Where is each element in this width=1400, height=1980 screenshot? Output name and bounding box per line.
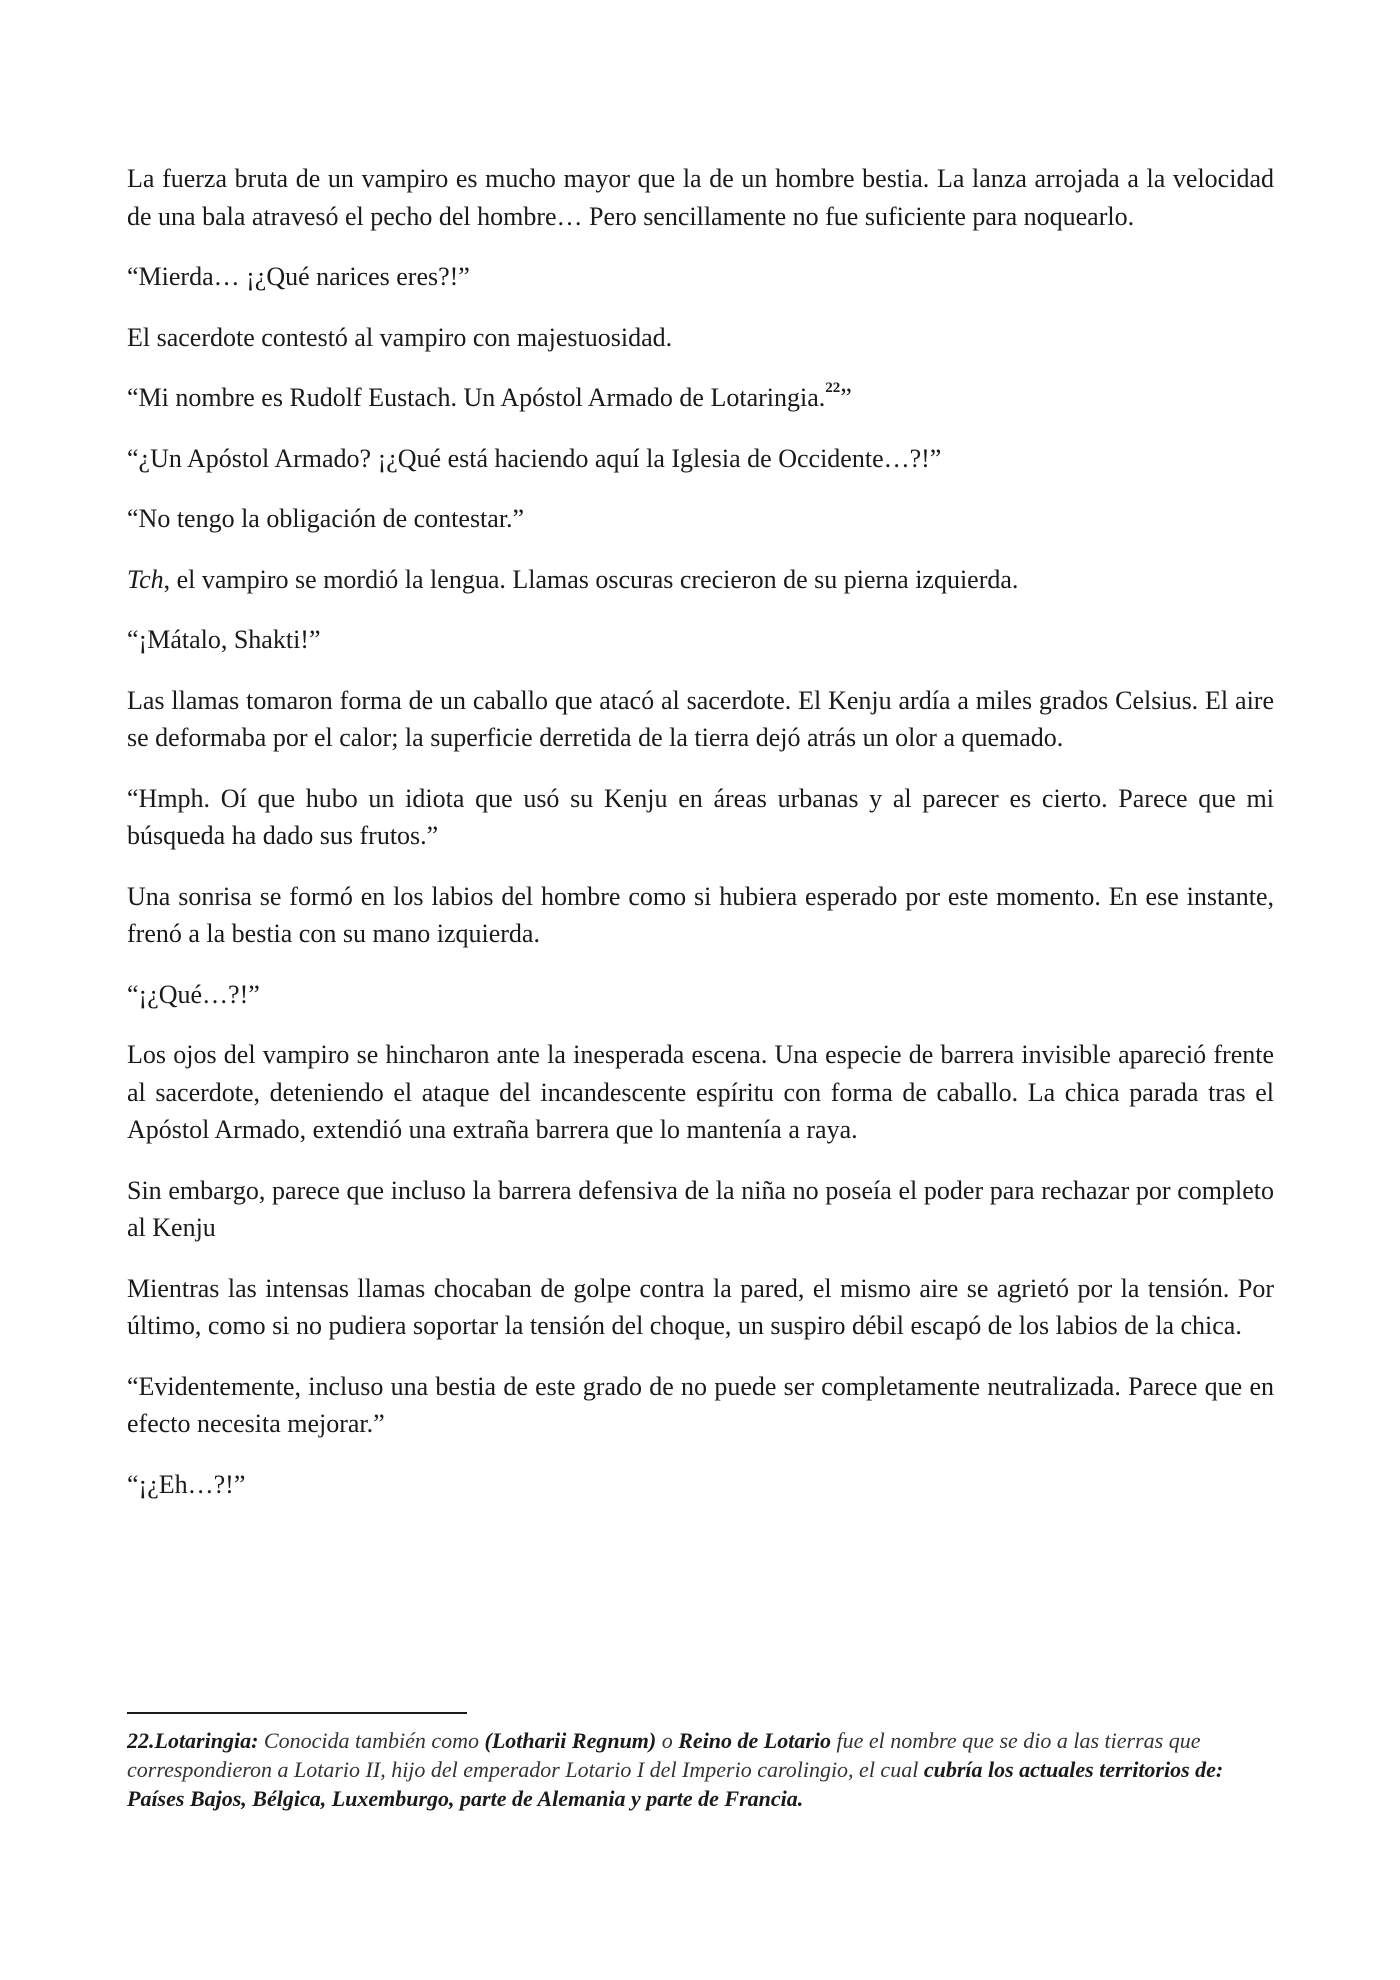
footnote-text: o bbox=[656, 1728, 679, 1753]
footnote-reference[interactable]: 22 bbox=[825, 380, 841, 396]
paragraph: “Mierda… ¡¿Qué narices eres?!” bbox=[127, 262, 470, 291]
footnote-text: fue el nombre que se dio a las tierras que correspondieron a Lotario II, hijo del emperador Lotario I del Imperio carolingio, el cual bbox=[127, 1728, 1201, 1782]
paragraph-with-footnote bbox=[127, 379, 1274, 417]
main-text bbox=[127, 160, 1274, 1526]
closing-quote: ” bbox=[840, 383, 852, 412]
paragraph: “Evidentemente, incluso una bestia de este grado de no puede ser completamente neutralizada. Parece que en efecto necesita mejorar.” bbox=[127, 1371, 1274, 1438]
footnote-bold: cubría los actuales territorios de: Países Bajos, Bélgica, Luxemburgo, parte de Alemania y parte de Francia. bbox=[127, 1757, 1224, 1811]
paragraph: “¡Mátalo, Shakti!” bbox=[127, 625, 321, 654]
paragraph: Las llamas tomaron forma de un caballo que atacó al sacerdote. El Kenju ardía a miles grados Celsius. El aire se deformaba por el calor; la superficie derretida de la tierra dejó atrás un olor a quemado. bbox=[127, 685, 1274, 752]
paragraph: Sin embargo, parece que incluso la barrera defensiva de la niña no poseía el poder para rechazar por completo al Kenju bbox=[127, 1175, 1274, 1242]
footnote-label: 22.Lotaringia: bbox=[127, 1728, 259, 1753]
paragraph: “No tengo la obligación de contestar.” bbox=[127, 504, 525, 533]
paragraph-text: , el vampiro se mordió la lengua. Llamas oscuras crecieron de su pierna izquierda. bbox=[163, 564, 1019, 594]
paragraph: Una sonrisa se formó en los labios del hombre como si hubiera esperado por este momento. En ese instante, frenó a la bestia con su mano izquierda. bbox=[127, 881, 1274, 948]
paragraph-text: “Mi nombre es Rudolf Eustach. Un Apóstol Armado de Lotaringia. bbox=[127, 383, 826, 412]
paragraph: “¡¿Qué…?!” bbox=[127, 979, 260, 1009]
emphasis-word: Tch bbox=[127, 564, 164, 594]
paragraph: El sacerdote contestó al vampiro con majestuosidad. bbox=[127, 322, 673, 352]
footnote-text: Conocida también como bbox=[258, 1728, 485, 1753]
paragraph: La fuerza bruta de un vampiro es mucho mayor que la de un hombre bestia. La lanza arrojada a la velocidad de una bala atravesó el pecho del hombre… Pero sencillamente no fue suficiente para noquearlo. bbox=[127, 164, 1274, 231]
footnote-bold: (Lotharii Regnum) bbox=[484, 1728, 657, 1753]
paragraph: Los ojos del vampiro se hincharon ante la inesperada escena. Una especie de barrera invisible apareció frente al sacerdote, deteniendo el ataque del incandescente espíritu con forma de caballo. La chica parada tras el Apóstol Armado, extendió una extraña barrera que lo mantenía a raya. bbox=[127, 1040, 1274, 1144]
paragraph: “¿Un Apóstol Armado? ¡¿Qué está haciendo aquí la Iglesia de Occidente…?!” bbox=[127, 443, 942, 473]
paragraph: Mientras las intensas llamas chocaban de golpe contra la pared, el mismo aire se agrietó por la tensión. Por último, como si no pudiera soportar la tensión del choque, un suspiro débil escapó de los labios de la chica. bbox=[127, 1273, 1274, 1340]
footnote-divider bbox=[127, 1712, 467, 1714]
paragraph: “Hmph. Oí que hubo un idiota que usó su Kenju en áreas urbanas y al parecer es cierto. Parece que mi búsqueda ha dado sus frutos.” bbox=[127, 783, 1274, 850]
footnote-bold: Reino de Lotario bbox=[678, 1728, 832, 1753]
paragraph bbox=[127, 561, 1274, 599]
footnote bbox=[127, 1726, 1274, 1813]
paragraph: “¡¿Eh…?!” bbox=[127, 1469, 246, 1499]
